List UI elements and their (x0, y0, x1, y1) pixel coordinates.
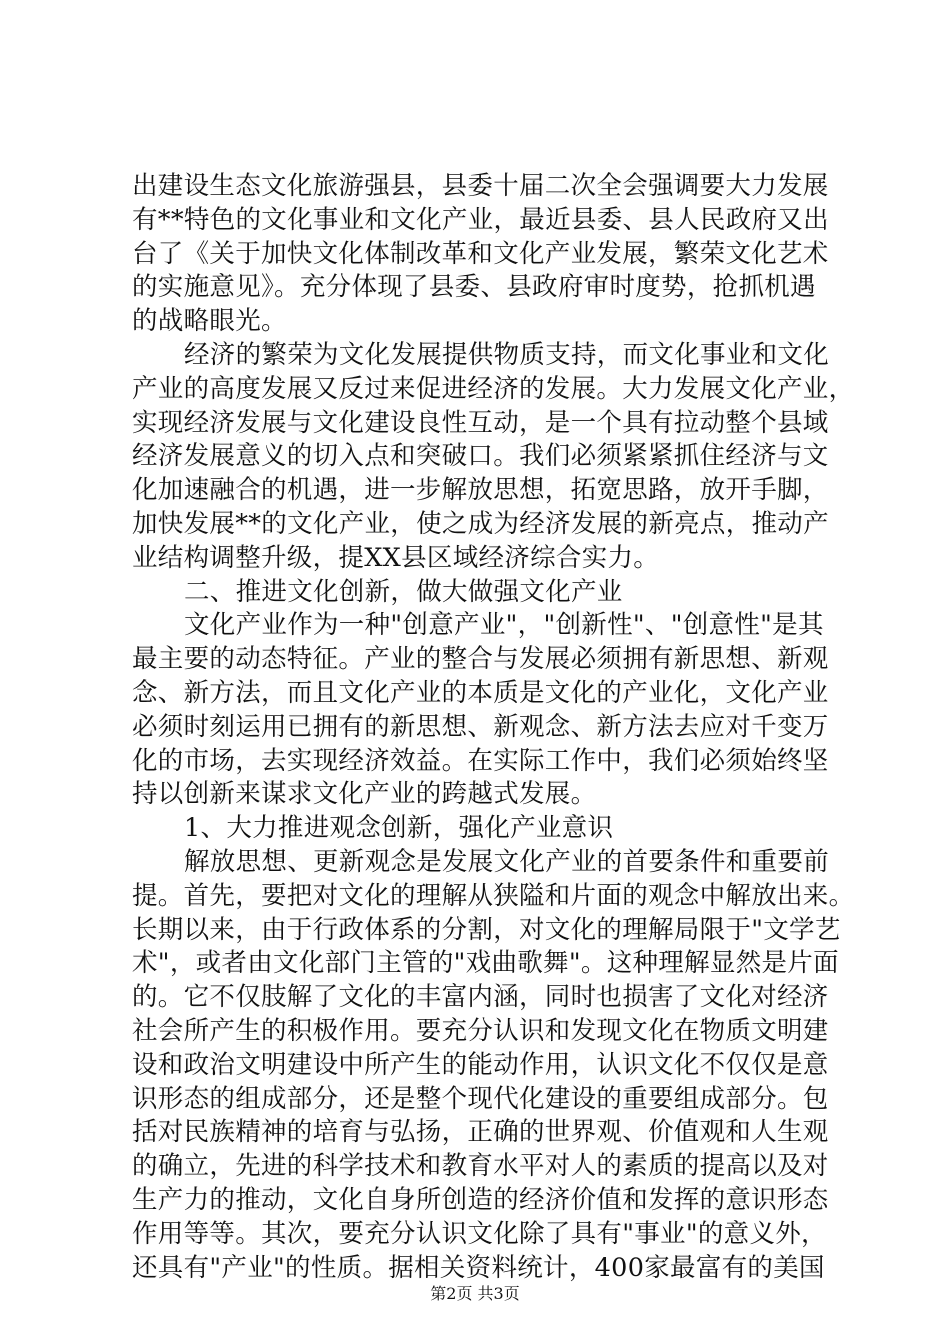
text-line: 台了《关于加快文化体制改革和文化产业发展，繁荣文化艺术 (132, 238, 829, 269)
text-line: 解放思想、更新观念是发展文化产业的首要条件和重要前 (184, 846, 830, 877)
text-line: 的实施意见》。充分体现了县委、县政府审时度势，抢抓机遇 (132, 272, 816, 303)
text-line: 经济的繁荣为文化发展提供物质支持，而文化事业和文化 (184, 339, 830, 370)
text-line: 括对民族精神的培育与弘扬，正确的世界观、价值观和人生观 (132, 1117, 829, 1148)
text-line: 设和政治文明建设中所产生的能动作用，认识文化不仅仅是意 (132, 1049, 829, 1080)
text-line: 有**特色的文化事业和文化产业，最近县委、县人民政府又出 (132, 204, 829, 235)
text-line: 最主要的动态特征。产业的整合与发展必须拥有新思想、新观 (132, 644, 829, 675)
text-line: 化加速融合的机遇，进一步解放思想，拓宽思路，放开手脚， (132, 475, 829, 506)
text-line: 出建设生态文化旅游强县，县委十届二次全会强调要大力发展 (132, 171, 829, 201)
text-line: 的战略眼光。 (132, 306, 287, 337)
text-line: 持以创新来谋求文化产业的跨越式发展。 (132, 779, 597, 810)
text-line: 还具有"产业"的性质。据相关资料统计，400家最富有的美国 (132, 1252, 825, 1283)
text-line: 识形态的组成部分，还是整个现代化建设的重要组成部分。包 (132, 1083, 829, 1114)
text-line: 社会所产生的积极作用。要充分认识和发现文化在物质文明建 (132, 1015, 829, 1046)
text-line: 化的市场，去实现经济效益。在实际工作中，我们必须始终坚 (132, 745, 829, 776)
text-line: 加快发展**的文化产业，使之成为经济发展的新亮点，推动产 (132, 508, 829, 539)
text-line: 生产力的推动，文化自身所创造的经济价值和发挥的意识形态 (132, 1184, 829, 1215)
text-line: 念、新方法，而且文化产业的本质是文化的产业化，文化产业 (132, 677, 829, 708)
text-line: 提。首先，要把对文化的理解从狭隘和片面的观念中解放出来。 (132, 880, 855, 911)
text-line: 1、大力推进观念创新，强化产业意识 (184, 813, 614, 844)
text-line: 术"，或者由文化部门主管的"戏曲歌舞"。这种理解显然是片面 (132, 948, 839, 979)
text-line: 业结构调整升级，提XX县区域经济综合实力。 (132, 542, 660, 573)
text-line: 长期以来，由于行政体系的分割，对文化的理解局限于"文学艺 (132, 914, 841, 945)
text-line: 经济发展意义的切入点和突破口。我们必须紧紧抓住经济与文 (132, 441, 829, 472)
text-line: 必须时刻运用已拥有的新思想、新观念、新方法去应对千变万 (132, 711, 829, 742)
text-line: 作用等等。其次，要充分认识文化除了具有"事业"的意义外， (132, 1218, 827, 1249)
text-line: 二、推进文化创新，做大做强文化产业 (184, 576, 623, 607)
text-line: 的。它不仅肢解了文化的丰富内涵，同时也损害了文化对经济 (132, 982, 829, 1013)
text-line: 产业的高度发展又反过来促进经济的发展。大力发展文化产业， (132, 373, 855, 404)
text-line: 实现经济发展与文化建设良性互动，是一个具有拉动整个县域 (132, 407, 829, 438)
text-line: 的确立，先进的科学技术和教育水平对人的素质的提高以及对 (132, 1151, 829, 1182)
body-text (132, 170, 855, 1285)
text-line: 文化产业作为一种"创意产业"，"创新性"、"创意性"是其 (184, 610, 824, 641)
page-footer: 第2页 共3页 (430, 1284, 520, 1303)
